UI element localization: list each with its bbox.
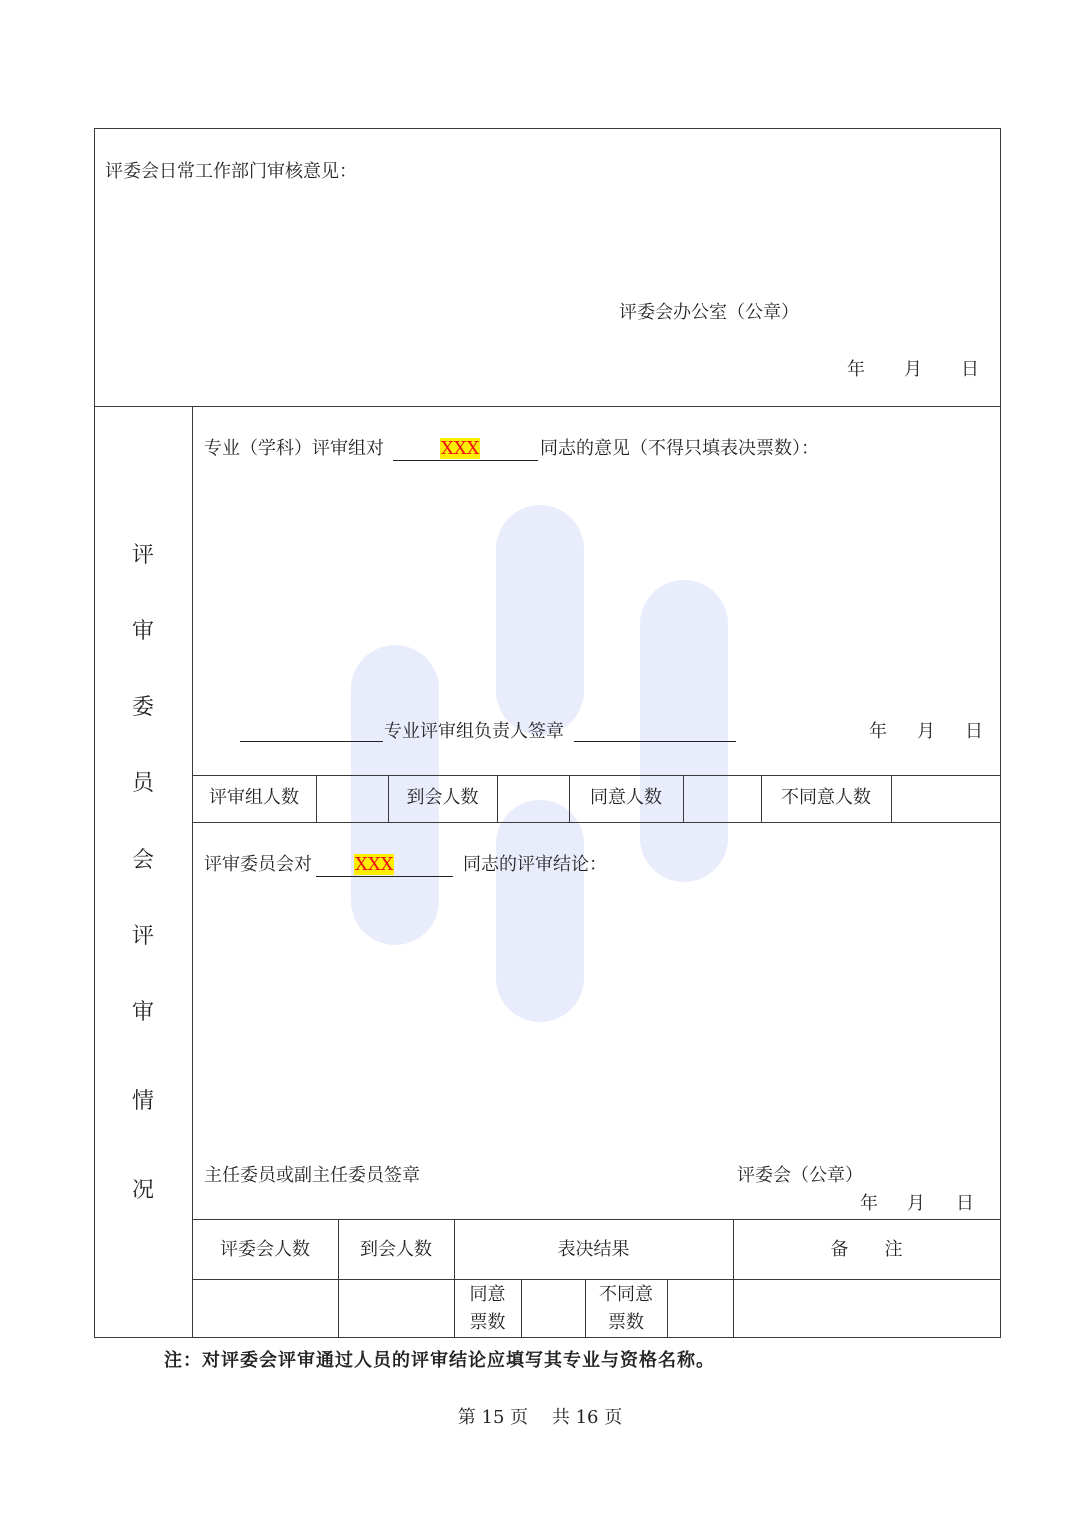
- committee-year: 年: [860, 1193, 878, 1214]
- committee-name-underline: [316, 876, 453, 877]
- group-agree-cell[interactable]: [684, 776, 761, 822]
- disagree-votes-label-1: 不同意: [599, 1284, 653, 1305]
- side-title-char: 评: [131, 924, 154, 949]
- agree-votes-label-2: 票数: [469, 1312, 506, 1333]
- group-size-label: 评审组人数: [209, 787, 299, 808]
- committee-members-header: 评委会人数: [220, 1239, 310, 1260]
- committee-month: 月: [907, 1193, 925, 1214]
- group-disagree-cell[interactable]: [892, 776, 1000, 822]
- remarks-cell[interactable]: [734, 1280, 1000, 1337]
- committee-conclusion-prefix: 评审委员会对: [204, 854, 312, 875]
- agree-votes-cell[interactable]: [522, 1280, 585, 1337]
- committee-seal: 评委会（公章）: [737, 1165, 863, 1186]
- group-agree-label: 同意人数: [590, 787, 662, 808]
- side-title-char: 员: [131, 771, 154, 796]
- group-name-placeholder[interactable]: XXX: [441, 438, 480, 459]
- office-opinion-label: 评委会日常工作部门审核意见：: [105, 161, 357, 182]
- side-title-char: 评: [131, 543, 154, 568]
- group-month: 月: [917, 721, 935, 742]
- office-day: 日: [961, 359, 979, 380]
- side-title-char: 委: [131, 695, 154, 720]
- group-sign-underline-right: [574, 741, 736, 742]
- committee-attendance-header: 到会人数: [360, 1239, 432, 1260]
- group-opinion-prefix: 专业（学科）评审组对: [204, 438, 384, 459]
- disagree-votes-cell[interactable]: [668, 1280, 733, 1337]
- committee-name-placeholder[interactable]: XXX: [355, 854, 394, 875]
- side-title-char: 况: [131, 1178, 154, 1203]
- watermark-bar-1: [496, 505, 584, 735]
- group-attendance-cell[interactable]: [498, 776, 569, 822]
- page-number-footer: 第 15 页 共 16 页: [457, 1407, 623, 1428]
- vote-result-header: 表决结果: [557, 1239, 630, 1260]
- committee-members-cell[interactable]: [193, 1280, 338, 1337]
- chair-signature-label: 主任委员或副主任委员签章: [204, 1165, 420, 1186]
- group-attendance-label: 到会人数: [406, 787, 479, 808]
- group-year: 年: [869, 721, 887, 742]
- side-title-char: 会: [131, 848, 154, 873]
- group-name-underline: [393, 460, 538, 461]
- side-title-char: 审: [131, 619, 154, 644]
- agree-votes-label-1: 同意: [469, 1284, 506, 1305]
- office-seal: 评委会办公室（公章）: [619, 302, 799, 323]
- watermark-bar-2: [640, 580, 728, 882]
- office-year: 年: [847, 359, 865, 380]
- form-note: 注：对评委会评审通过人员的评审结论应填写其专业与资格名称。: [164, 1350, 715, 1371]
- watermark-bar-4: [496, 800, 584, 1022]
- side-title-char: 审: [131, 1000, 154, 1025]
- group-opinion-suffix: 同志的意见（不得只填表决票数）：: [540, 438, 819, 459]
- side-title-char: 情: [131, 1089, 154, 1114]
- group-day: 日: [965, 721, 983, 742]
- office-month: 月: [904, 359, 922, 380]
- committee-attendance-cell[interactable]: [339, 1280, 454, 1337]
- group-disagree-label: 不同意人数: [781, 787, 871, 808]
- committee-day: 日: [956, 1193, 974, 1214]
- disagree-votes-label-2: 票数: [608, 1312, 644, 1333]
- group-size-cell[interactable]: [317, 776, 388, 822]
- group-signature-label: 专业评审组负责人签章: [384, 721, 564, 742]
- committee-conclusion-suffix: 同志的评审结论：: [463, 854, 607, 875]
- group-sign-underline-left: [240, 741, 383, 742]
- remarks-header: 备 注: [830, 1239, 903, 1260]
